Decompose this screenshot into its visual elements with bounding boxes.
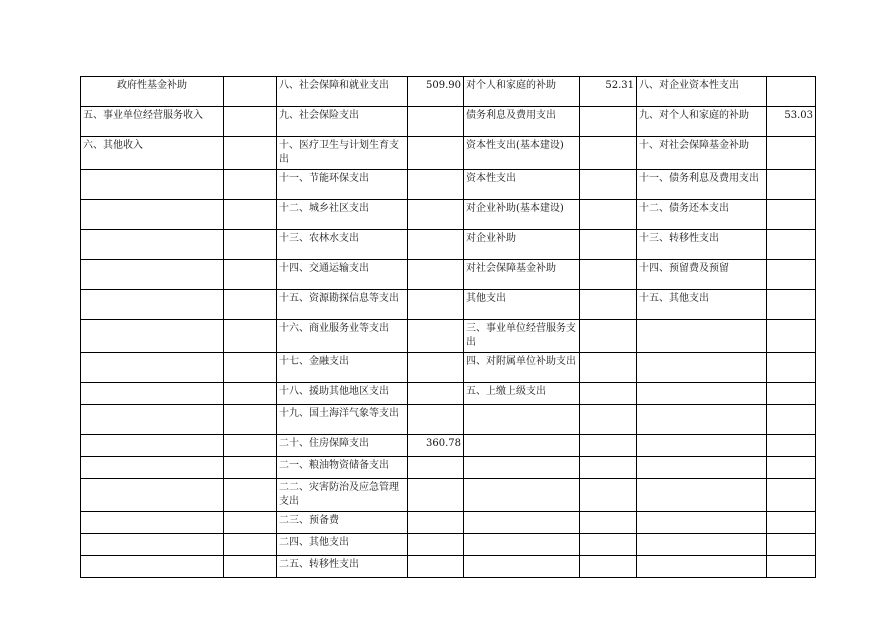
- table-row: [81, 320, 816, 353]
- expense-gov-economic-item: 十二、债务还本支出: [637, 200, 767, 230]
- expense-economic-amount: [580, 200, 637, 230]
- expense-economic-item: 债务利息及费用支出: [464, 107, 580, 137]
- income-item: [81, 479, 224, 512]
- expense-gov-economic-amount: [767, 534, 816, 556]
- income-amount: [224, 200, 277, 230]
- expense-gov-economic-amount: 53.03: [767, 107, 816, 137]
- expense-gov-economic-amount: [767, 290, 816, 320]
- expense-gov-economic-item: 十、对社会保障基金补助: [637, 137, 767, 170]
- expense-economic-amount: [580, 260, 637, 290]
- table-row: [81, 353, 816, 383]
- income-item: 五、事业单位经营服务收入: [81, 107, 224, 137]
- income-item: [81, 435, 224, 457]
- income-amount: [224, 290, 277, 320]
- expense-function-item: 十三、农林水支出: [277, 230, 408, 260]
- expense-gov-economic-amount: [767, 435, 816, 457]
- table-row: [81, 290, 816, 320]
- table-row: [81, 512, 816, 534]
- expense-economic-amount: [580, 353, 637, 383]
- expense-economic-item: 其他支出: [464, 290, 580, 320]
- expense-function-item: 十五、资源勘探信息等支出: [277, 290, 408, 320]
- expense-function-item: 二五、转移性支出: [277, 556, 408, 578]
- table-row: [81, 170, 816, 200]
- income-item: [81, 320, 224, 353]
- expense-economic-amount: [580, 457, 637, 479]
- table-row: [81, 435, 816, 457]
- expense-gov-economic-item: 九、对个人和家庭的补助: [637, 107, 767, 137]
- expense-economic-item: 对企业补助(基本建设): [464, 200, 580, 230]
- expense-gov-economic-amount: [767, 556, 816, 578]
- expense-function-amount: [408, 353, 464, 383]
- income-amount: [224, 137, 277, 170]
- income-amount: [224, 77, 277, 107]
- income-amount: [224, 556, 277, 578]
- expense-function-amount: [408, 512, 464, 534]
- table-row: [81, 534, 816, 556]
- expense-economic-item: [464, 435, 580, 457]
- expense-function-item: 二二、灾害防治及应急管理支出: [277, 479, 408, 512]
- expense-economic-amount: [580, 290, 637, 320]
- income-item: 六、其他收入: [81, 137, 224, 170]
- expense-economic-item: 五、上缴上级支出: [464, 383, 580, 405]
- expense-function-item: 二四、其他支出: [277, 534, 408, 556]
- expense-economic-item: [464, 512, 580, 534]
- expense-economic-amount: [580, 230, 637, 260]
- expense-function-amount: [408, 230, 464, 260]
- income-item: [81, 383, 224, 405]
- expense-economic-item: [464, 556, 580, 578]
- expense-economic-item: 对个人和家庭的补助: [464, 77, 580, 107]
- expense-function-item: 十九、国土海洋气象等支出: [277, 405, 408, 435]
- income-amount: [224, 405, 277, 435]
- expense-function-item: 二三、预备费: [277, 512, 408, 534]
- income-item: [81, 260, 224, 290]
- expense-function-item: 九、社会保险支出: [277, 107, 408, 137]
- expense-function-amount: [408, 137, 464, 170]
- income-item: [81, 170, 224, 200]
- expense-gov-economic-item: 十一、债务利息及费用支出: [637, 170, 767, 200]
- income-item: [81, 556, 224, 578]
- table-row: [81, 77, 816, 107]
- expense-gov-economic-amount: [767, 200, 816, 230]
- expense-economic-item: 对社会保障基金补助: [464, 260, 580, 290]
- expense-economic-amount: [580, 170, 637, 200]
- expense-function-amount: [408, 383, 464, 405]
- expense-economic-item: 四、对附属单位补助支出: [464, 353, 580, 383]
- expense-gov-economic-item: [637, 405, 767, 435]
- expense-economic-amount: [580, 534, 637, 556]
- table-row: [81, 260, 816, 290]
- expense-gov-economic-item: [637, 512, 767, 534]
- expense-function-item: 八、社会保障和就业支出: [277, 77, 408, 107]
- expense-economic-amount: [580, 320, 637, 353]
- table-row: [81, 383, 816, 405]
- table-row: [81, 137, 816, 170]
- expense-gov-economic-amount: [767, 405, 816, 435]
- expense-function-item: 十八、援助其他地区支出: [277, 383, 408, 405]
- income-item: [81, 353, 224, 383]
- expense-gov-economic-amount: [767, 137, 816, 170]
- income-amount: [224, 435, 277, 457]
- expense-function-item: 二十、住房保障支出: [277, 435, 408, 457]
- income-amount: [224, 260, 277, 290]
- income-amount: [224, 170, 277, 200]
- income-amount: [224, 353, 277, 383]
- expense-gov-economic-item: [637, 353, 767, 383]
- expense-function-amount: [408, 405, 464, 435]
- expense-gov-economic-item: 十五、其他支出: [637, 290, 767, 320]
- expense-economic-item: [464, 457, 580, 479]
- expense-economic-item: [464, 534, 580, 556]
- expense-economic-amount: 52.31: [580, 77, 637, 107]
- expense-function-item: 十七、金融支出: [277, 353, 408, 383]
- income-item: [81, 290, 224, 320]
- expense-function-amount: [408, 170, 464, 200]
- table-row: [81, 107, 816, 137]
- expense-function-item: 十一、节能环保支出: [277, 170, 408, 200]
- income-item: [81, 457, 224, 479]
- expense-gov-economic-item: [637, 383, 767, 405]
- expense-economic-item: 三、事业单位经营服务支出: [464, 320, 580, 353]
- expense-gov-economic-item: 十三、转移性支出: [637, 230, 767, 260]
- income-amount: [224, 230, 277, 260]
- expense-economic-amount: [580, 405, 637, 435]
- expense-gov-economic-amount: [767, 260, 816, 290]
- expense-economic-amount: [580, 383, 637, 405]
- budget-table: [80, 76, 816, 578]
- expense-function-amount: [408, 534, 464, 556]
- income-item: [81, 230, 224, 260]
- table-row: [81, 457, 816, 479]
- expense-function-amount: [408, 320, 464, 353]
- income-amount: [224, 512, 277, 534]
- expense-gov-economic-amount: [767, 383, 816, 405]
- expense-economic-item: 资本性支出: [464, 170, 580, 200]
- expense-economic-amount: [580, 479, 637, 512]
- income-item: 政府性基金补助: [81, 77, 224, 107]
- expense-function-amount: [408, 479, 464, 512]
- income-amount: [224, 383, 277, 405]
- expense-economic-item: [464, 479, 580, 512]
- table-row: [81, 556, 816, 578]
- expense-gov-economic-amount: [767, 170, 816, 200]
- expense-gov-economic-item: [637, 457, 767, 479]
- income-amount: [224, 107, 277, 137]
- expense-function-amount: [408, 556, 464, 578]
- expense-gov-economic-item: 八、对企业资本性支出: [637, 77, 767, 107]
- expense-function-amount: [408, 290, 464, 320]
- expense-gov-economic-item: [637, 534, 767, 556]
- income-item: [81, 200, 224, 230]
- expense-function-item: 十二、城乡社区支出: [277, 200, 408, 230]
- income-amount: [224, 479, 277, 512]
- expense-gov-economic-amount: [767, 457, 816, 479]
- expense-economic-item: 对企业补助: [464, 230, 580, 260]
- expense-economic-amount: [580, 107, 637, 137]
- expense-function-item: 十、医疗卫生与计划生育支出: [277, 137, 408, 170]
- expense-gov-economic-amount: [767, 320, 816, 353]
- income-amount: [224, 457, 277, 479]
- income-item: [81, 534, 224, 556]
- expense-gov-economic-amount: [767, 512, 816, 534]
- expense-gov-economic-amount: [767, 230, 816, 260]
- expense-economic-amount: [580, 512, 637, 534]
- table-row: [81, 479, 816, 512]
- expense-function-amount: [408, 260, 464, 290]
- income-item: [81, 512, 224, 534]
- expense-gov-economic-amount: [767, 77, 816, 107]
- expense-function-item: 二一、粮油物资储备支出: [277, 457, 408, 479]
- expense-gov-economic-item: [637, 320, 767, 353]
- expense-gov-economic-amount: [767, 479, 816, 512]
- expense-function-amount: [408, 457, 464, 479]
- table-row: [81, 405, 816, 435]
- table-body: [81, 77, 816, 578]
- expense-gov-economic-item: [637, 435, 767, 457]
- expense-economic-amount: [580, 137, 637, 170]
- expense-economic-amount: [580, 435, 637, 457]
- expense-economic-item: 资本性支出(基本建设): [464, 137, 580, 170]
- expense-gov-economic-amount: [767, 353, 816, 383]
- income-amount: [224, 534, 277, 556]
- expense-function-amount: [408, 107, 464, 137]
- income-amount: [224, 320, 277, 353]
- expense-gov-economic-item: 十四、预留费及预留: [637, 260, 767, 290]
- expense-function-amount: 360.78: [408, 435, 464, 457]
- income-item: [81, 405, 224, 435]
- expense-function-item: 十四、交通运输支出: [277, 260, 408, 290]
- expense-gov-economic-item: [637, 479, 767, 512]
- expense-function-amount: 509.90: [408, 77, 464, 107]
- table-row: [81, 230, 816, 260]
- expense-economic-amount: [580, 556, 637, 578]
- expense-economic-item: [464, 405, 580, 435]
- expense-function-item: 十六、商业服务业等支出: [277, 320, 408, 353]
- expense-gov-economic-item: [637, 556, 767, 578]
- expense-function-amount: [408, 200, 464, 230]
- table-row: [81, 200, 816, 230]
